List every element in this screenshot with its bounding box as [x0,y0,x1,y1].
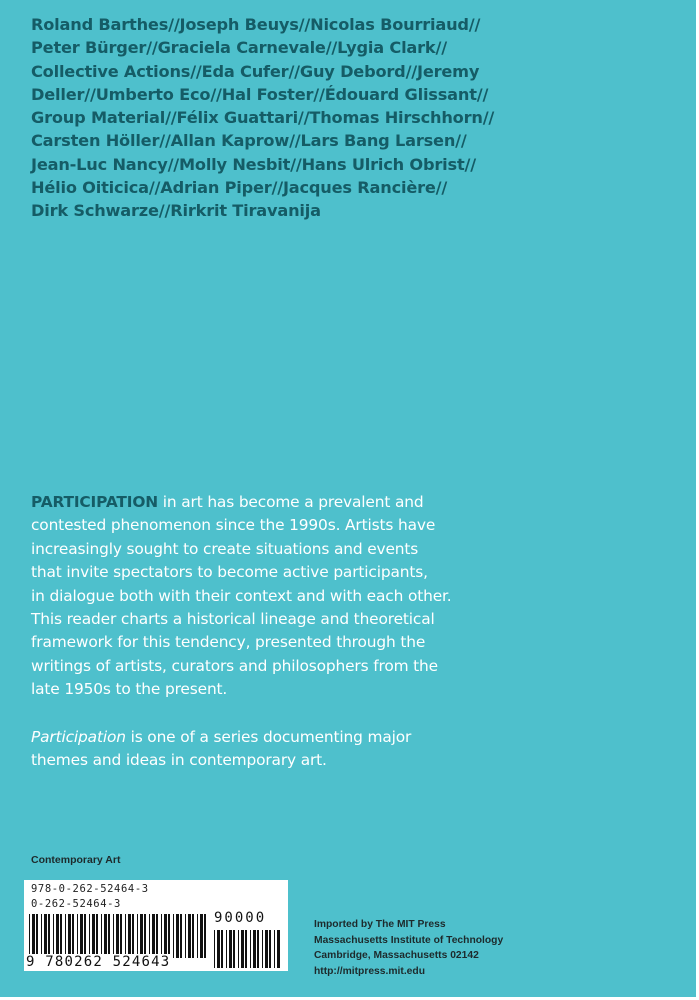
description-lead-rest: in art has become a prevalent and [158,493,424,511]
barcode-stripe [108,914,110,958]
description-line: writings of artists, curators and philosophers from the [31,656,438,675]
barcode-stripe [89,914,90,958]
description-line: framework for this tendency, presented through the [31,633,426,652]
barcode-stripe [77,914,78,958]
description-line: that invite spectators to become active participants, [31,563,428,582]
barcode-stripe [226,930,227,968]
barcode-stripe [197,914,198,958]
barcode-stripe [168,914,170,958]
barcode-stripe [161,914,162,958]
barcode-stripe [116,914,119,958]
barcode-stripe [104,914,107,958]
barcode-stripe [137,914,138,958]
book-description [31,491,671,772]
barcode-stripe [149,914,150,958]
barcode-stripe [32,914,35,958]
barcode-stripe [253,930,256,968]
barcode-panel [24,880,288,971]
barcode-stripe [132,914,134,958]
contributor-line: Dirk Schwarze//Rirkrit Tiravanija [31,201,321,221]
barcode-stripe [229,930,232,968]
barcode-stripe [56,914,59,958]
barcode-stripe [180,914,182,958]
barcode-stripe [221,930,223,968]
barcode-stripe [72,914,74,958]
barcode-stripe [48,914,50,958]
barcode-stripe [125,914,126,958]
barcode-stripe [152,914,155,958]
participation-lead-word: PARTICIPATION [31,493,159,511]
description-line: in dialogue both with their context and with each other. [31,586,452,605]
contributor-list [31,13,671,223]
description-line: late 1950s to the present. [31,680,228,699]
description-line: contested phenomenon since the 1990s. Artists have [31,516,436,535]
contributor-line: Peter Bürger//Graciela Carnevale//Lygia Clark// [31,38,447,58]
barcode-stripe [80,914,83,958]
barcode-stripe [214,930,215,968]
barcode-stripe [92,914,95,958]
ean-barcode [27,914,207,958]
barcode-stripe [53,914,54,958]
barcode-stripe [68,914,71,958]
barcode-stripe [60,914,62,958]
series-line [31,726,671,749]
barcode-stripe [41,914,42,958]
barcode-stripe [265,930,268,968]
barcode-stripe [120,914,122,958]
barcode-stripe [156,914,158,958]
barcode-stripe [65,914,66,958]
barcode-stripe [250,930,251,968]
barcode-stripe [192,914,194,958]
category-label: Contemporary Art [31,854,121,866]
price-addon-number: 90000 [214,910,267,926]
contributor-line: Roland Barthes//Joseph Beuys//Nicolas Bourriaud// [31,15,481,34]
contributor-line: Jean-Luc Nancy//Molly Nesbit//Hans Ulrich Obrist// [31,154,476,174]
barcode-stripe [164,914,167,958]
paragraph-gap [31,702,671,726]
barcode-stripe [200,914,203,958]
publisher-line: Imported by The MIT Press [314,919,446,930]
barcode-stripe [36,914,38,958]
barcode-stripe [185,914,186,958]
publisher-line: Cambridge, Massachusetts 02142 [314,950,479,962]
publisher-info [314,917,503,979]
publisher-url: http://mitpress.mit.edu [314,965,425,977]
description-line: increasingly sought to create situations and events [31,539,419,558]
barcode-stripe [84,914,86,958]
barcode-stripe [188,914,191,958]
description-line: This reader charts a historical lineage and theoretical [31,610,435,629]
barcode-stripe [257,930,259,968]
series-rest: is one of a series documenting major [125,727,412,746]
contributor-line: Group Material//Félix Guattari//Thomas Hirschhorn// [31,108,495,128]
price-addon-barcode [212,930,282,968]
contributor-line: Carsten Höller//Allan Kaprow//Lars Bang Larsen// [31,131,467,151]
barcode-stripe [173,914,174,958]
isbn10-text: 0-262-52464-3 [31,898,121,910]
contributor-line: Collective Actions//Eda Cufer//Guy Debord//Jeremy [31,61,480,81]
description-line [31,491,671,514]
barcode-stripe [233,930,235,968]
barcode-digits: 9 780262 524643 [26,954,171,970]
barcode-stripe [245,930,247,968]
barcode-stripe [241,930,244,968]
barcode-stripe [217,930,220,968]
barcode-stripe [204,914,206,958]
barcode-stripe [274,930,275,968]
barcode-stripe [176,914,179,958]
barcode-stripe [277,930,280,968]
barcode-stripe [44,914,47,958]
barcode-stripe [144,914,146,958]
contributor-line: Hélio Oiticica//Adrian Piper//Jacques Rancière// [31,178,448,198]
barcode-stripe [269,930,271,968]
barcode-stripe [140,914,143,958]
series-title: Participation [31,727,126,746]
barcode-stripe [113,914,114,958]
barcode-stripe [262,930,263,968]
series-line: themes and ideas in contemporary art. [31,751,327,770]
barcode-stripe [128,914,131,958]
contributor-line: Deller//Umberto Eco//Hal Foster//Édouard Glissant// [31,84,489,104]
barcode-stripe [238,930,239,968]
barcode-stripe [96,914,98,958]
barcode-stripe [29,914,30,958]
publisher-line: Massachusetts Institute of Technology [314,934,504,946]
barcode-stripe [101,914,102,958]
isbn13-text: 978-0-262-52464-3 [31,883,149,895]
